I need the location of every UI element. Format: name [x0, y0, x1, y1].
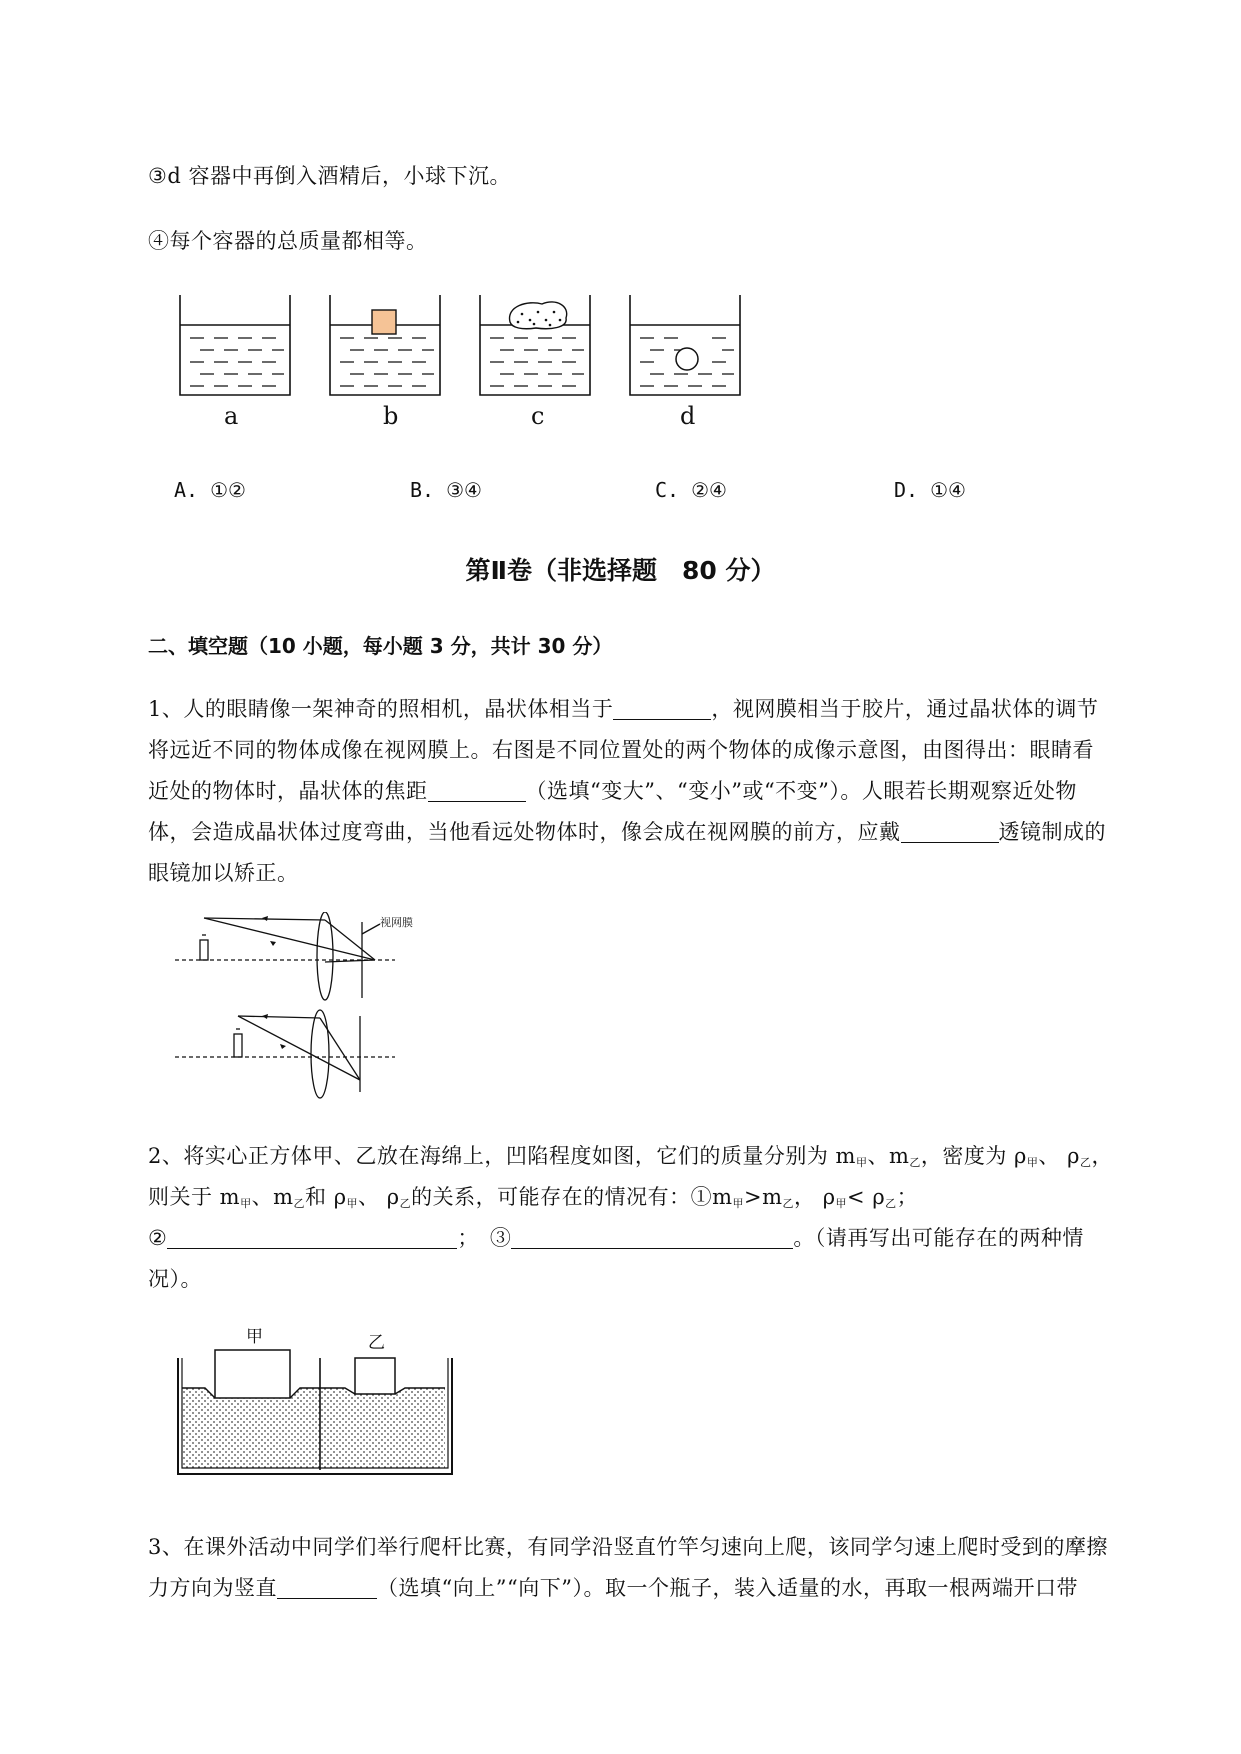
container-label-c: c — [531, 402, 545, 430]
section-title: 第Ⅱ卷（非选择题 80 分） — [465, 556, 776, 585]
option-a: A. ①② — [174, 478, 246, 502]
q-prev-item-3: ③d 容器中再倒入酒精后，小球下沉。 — [148, 164, 511, 188]
q1-line-5: 眼镜加以矫正。 — [148, 861, 299, 885]
retina-label: 视网膜 — [380, 916, 413, 929]
option-b: B. ③④ — [410, 478, 482, 502]
container-label-d: d — [680, 402, 696, 430]
cube-yi-label: 乙 — [368, 1333, 385, 1353]
q3-line-1: 3、在课外活动中同学们举行爬杆比赛，有同学沿竖直竹竿匀速向上爬，该同学匀速上爬时受到的摩擦 — [148, 1535, 1108, 1559]
option-d: D. ①④ — [894, 478, 966, 502]
section-heading: 二、填空题（10 小题，每小题 3 分，共计 30 分） — [148, 634, 613, 658]
q2-line-2: 则关于 $m_甲$、$m_乙$和 $\rho_甲$、 $\rho_乙$的关系，可能存在的情况有：$①m_甲>m_乙$， $\rho_甲< \rho_乙$； — [148, 1185, 919, 1210]
q2-blank-2[interactable] — [511, 1226, 793, 1249]
container-label-a: a — [224, 402, 239, 430]
option-c: C. ②④ — [655, 478, 727, 502]
container-label-b: b — [383, 402, 399, 430]
q1-blank-2[interactable] — [428, 779, 526, 802]
q2-line-3: ② ； ③ 。（请再写出可能存在的两种情 — [148, 1226, 1084, 1250]
wooden-block — [372, 310, 396, 334]
q-prev-item-4: ④每个容器的总质量都相等。 — [148, 229, 428, 253]
cube-jia — [215, 1350, 290, 1398]
q1-line-3: 近处的物体时，晶状体的焦距 （选填“变大”、“变小”或“不变”）。人眼若长期观察近处物 — [148, 779, 1077, 803]
q2-line-1: 2、将实心正方体甲、乙放在海绵上，凹陷程度如图，它们的质量分别为 $m_甲$、$m_乙$，密度为 $\rho_甲$、 $\rho_乙$， — [148, 1144, 1113, 1169]
q3-line-2: 力方向为竖直 （选填“向上”“向下”）。取一个瓶子，装入适量的水，再取一根两端开口带 — [148, 1576, 1078, 1600]
containers-figure — [170, 290, 760, 430]
eye-lens-figure — [170, 912, 440, 1102]
cube-jia-label: 甲 — [246, 1327, 263, 1347]
cube-yi — [355, 1358, 395, 1394]
q1-line-1: 1、人的眼睛像一架神奇的照相机，晶状体相当于 ，视网膜相当于胶片，通过晶状体的调节 — [148, 697, 1099, 721]
q2-line-4: 况）。 — [148, 1267, 202, 1291]
q3-blank-1[interactable] — [277, 1576, 377, 1599]
q1-blank-1[interactable] — [613, 697, 711, 720]
q1-line-4: 体，会造成晶状体过度弯曲，当他看远处物体时，像会成在视网膜的前方，应戴 透镜制成的 — [148, 820, 1106, 844]
small-ball — [676, 348, 698, 370]
q1-line-2: 将远近不同的物体成像在视网膜上。右图是不同位置处的两个物体的成像示意图，由图得出：眼睛看 — [148, 738, 1094, 762]
liquid-dashes — [190, 338, 734, 386]
q1-blank-3[interactable] — [901, 820, 999, 843]
sponge-figure — [170, 1318, 470, 1488]
porous-object — [510, 302, 567, 329]
q2-blank-1[interactable] — [167, 1226, 457, 1249]
